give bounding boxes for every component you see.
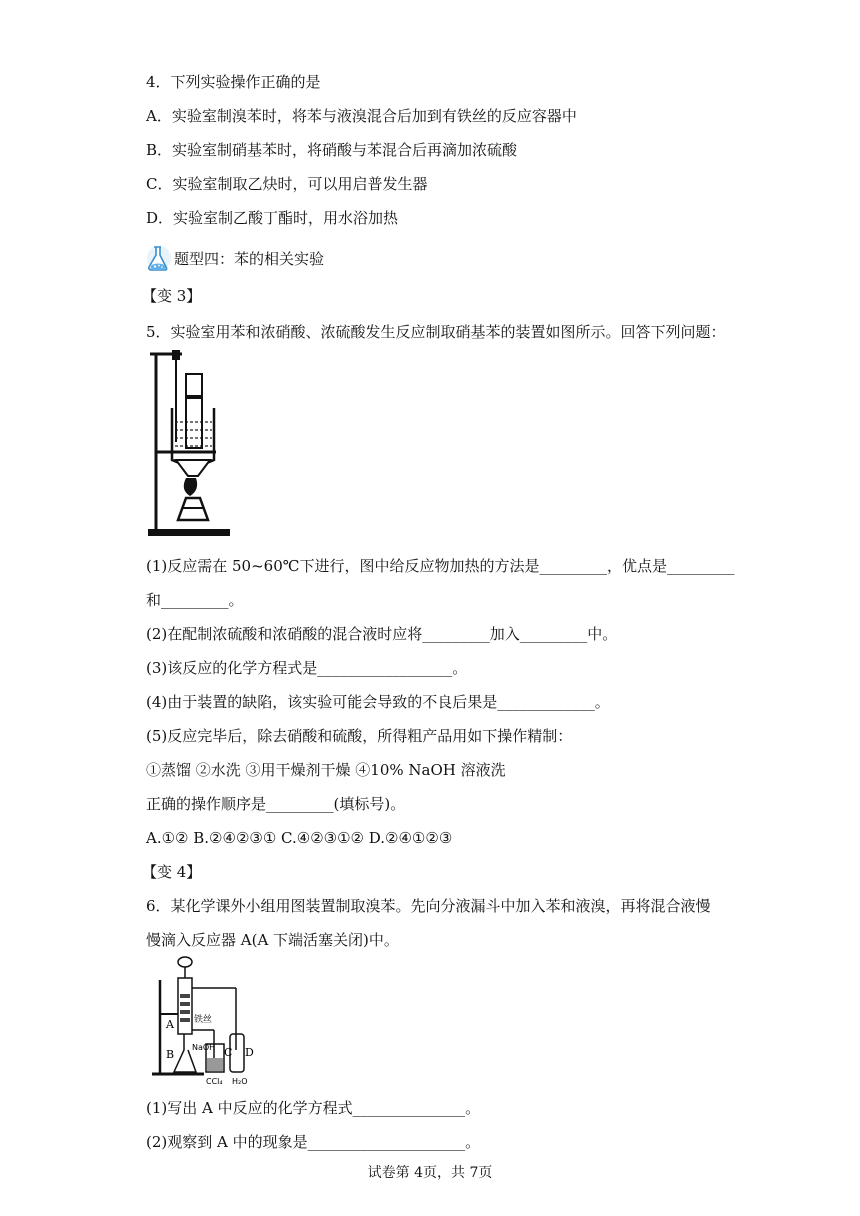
q4-option-c: C．实验室制取乙炔时，可以用启普发生器: [146, 175, 428, 193]
nitration-apparatus-figure: [146, 348, 236, 540]
label-naoh: NaOH: [192, 1043, 216, 1052]
q5-part1-line2: 和_________。: [146, 591, 244, 609]
q5-part3: (3)该反应的化学方程式是__________________。: [146, 659, 468, 677]
variant-4-label: 【变 4】: [142, 863, 202, 881]
label-d: D: [245, 1046, 254, 1059]
q5-part1-line1: (1)反应需在 50~60℃下进行，图中给反应物加热的方法是_________，优点是_________: [146, 557, 735, 575]
q6-stem-line2: 慢滴入反应器 A(A 下端活塞关闭)中。: [146, 931, 399, 949]
label-iron-wire: 铁丝: [194, 1015, 213, 1025]
q4-option-a: A．实验室制溴苯时，将苯与液溴混合后加到有铁丝的反应容器中: [146, 107, 577, 125]
q5-part4: (4)由于装置的缺陷，该实验可能会导致的不良后果是_____________。: [146, 693, 610, 711]
q5-steps: ①蒸馏 ②水洗 ③用干燥剂干燥 ④10% NaOH 溶液洗: [146, 761, 506, 779]
q5-choices: A.①② B.②④②③① C.④②③①② D.②④①②③: [146, 829, 453, 847]
q5-stem: 5．实验室用苯和浓硝酸、浓硫酸发生反应制取硝基苯的装置如图所示。回答下列问题：: [146, 323, 726, 341]
section-heading: [144, 244, 324, 272]
q4-option-d: D．实验室制乙酸丁酯时，用水浴加热: [146, 209, 399, 227]
variant-3-label: 【变 3】: [142, 287, 202, 305]
label-h2o: H₂O: [232, 1077, 248, 1086]
flask-icon: [144, 244, 172, 272]
q5-order: 正确的操作顺序是_________(填标号)。: [146, 795, 406, 813]
q5-part2: (2)在配制浓硫酸和浓硝酸的混合液时应将_________加入_________中。: [146, 625, 618, 643]
q6-part2: (2)观察到 A 中的现象是_____________________。: [146, 1133, 481, 1151]
q4-stem: 4．下列实验操作正确的是: [146, 73, 321, 91]
label-a: A: [166, 1018, 174, 1031]
q6-part1: (1)写出 A 中反应的化学方程式_______________。: [146, 1099, 481, 1117]
q6-stem-line1: 6．某化学课外小组用图装置制取溴苯。先向分液漏斗中加入苯和液溴，再将混合液慢: [146, 897, 711, 915]
section-title: 题型四：苯的相关实验: [174, 249, 325, 268]
label-c: C: [224, 1046, 233, 1059]
q5-part5: (5)反应完毕后，除去硝酸和硫酸，所得粗产品用如下操作精制：: [146, 727, 573, 745]
label-b: B: [166, 1048, 175, 1061]
q4-option-b: B．实验室制硝基苯时，将硝酸与苯混合后再滴加浓硫酸: [146, 141, 518, 159]
label-ccl4: CCl₄: [206, 1077, 223, 1086]
page-footer: 试卷第 4页，共 7页: [367, 1165, 493, 1181]
bromination-apparatus-figure: [148, 954, 270, 1086]
